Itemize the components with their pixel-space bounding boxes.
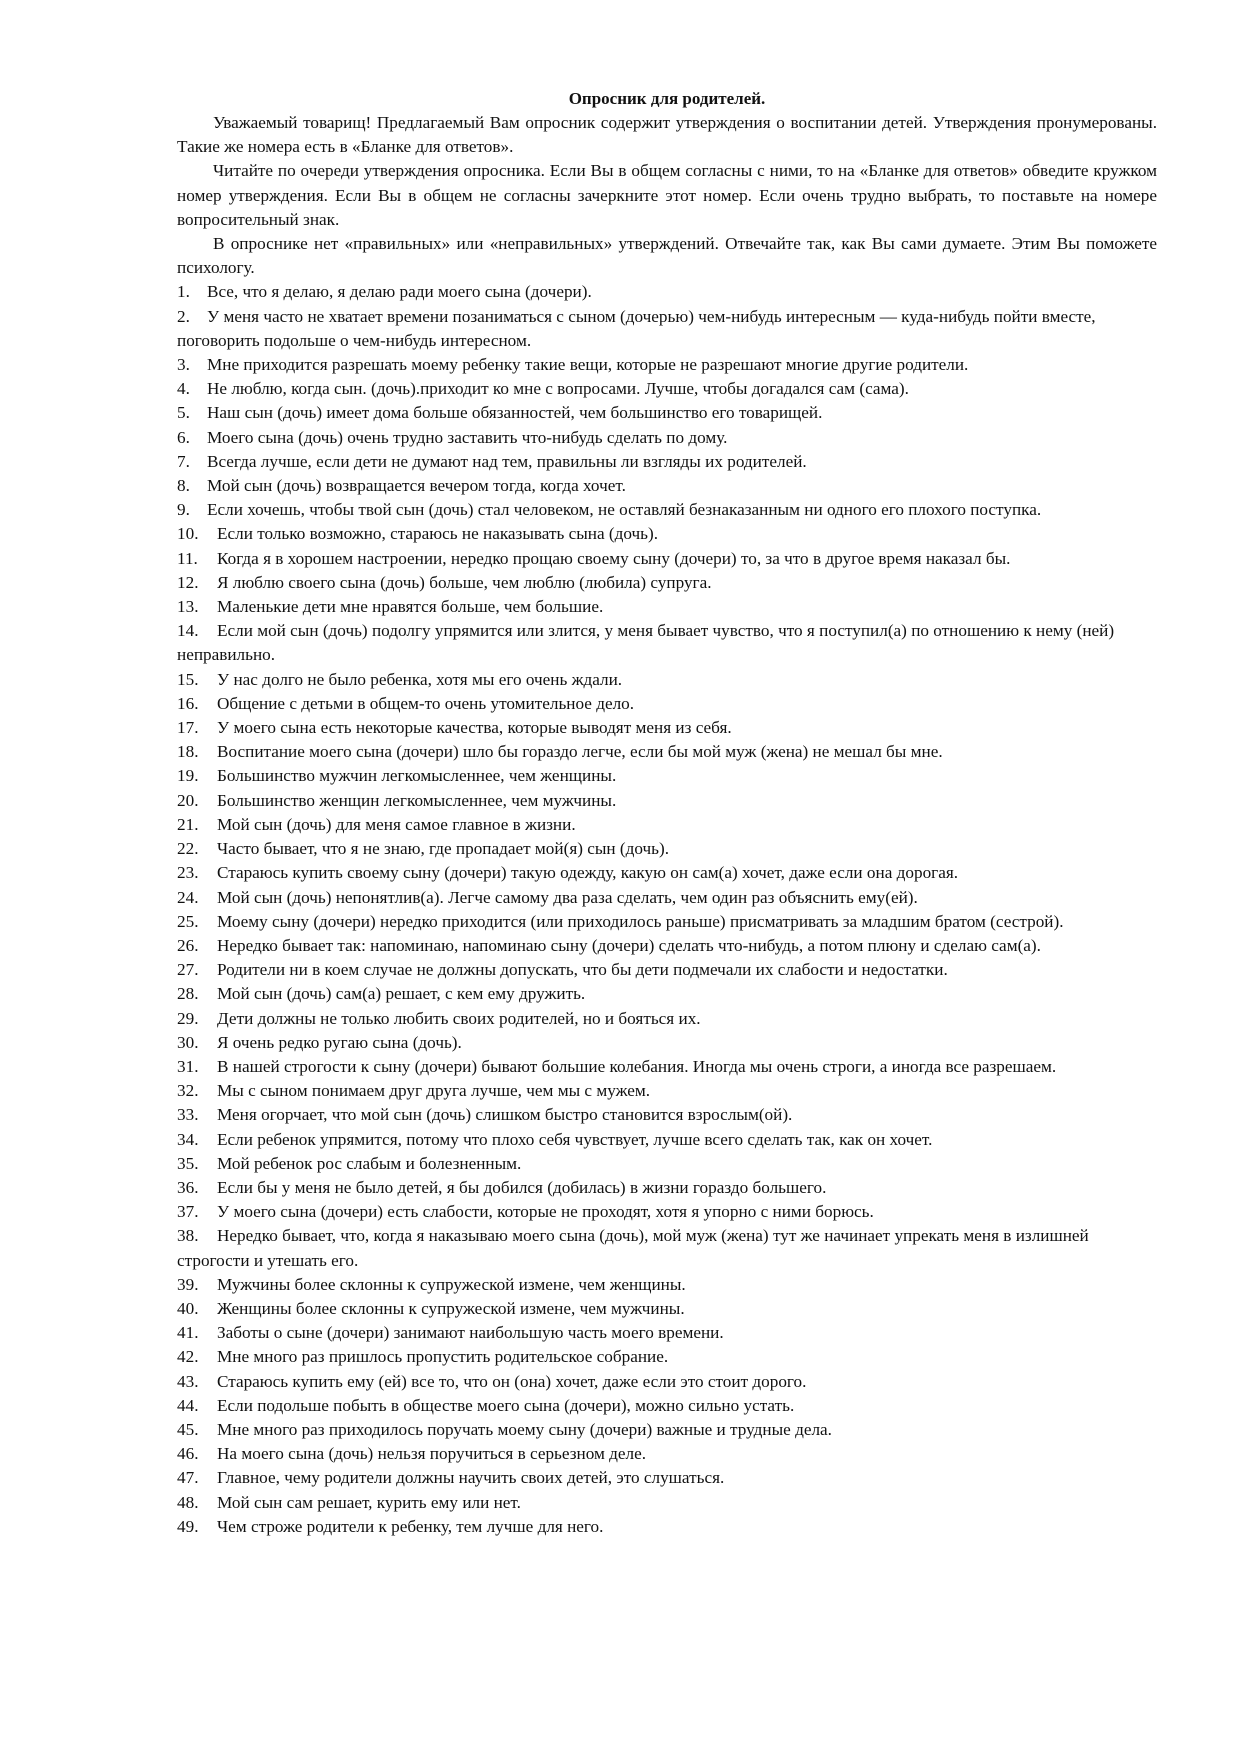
statement-item [177, 305, 1157, 353]
statement-text: Мне много раз пришлось пропустить родительское собрание. [217, 1347, 669, 1367]
statement-item [177, 716, 1157, 740]
statement-number: 36. [177, 1177, 199, 1197]
statement-item [177, 1055, 1157, 1079]
statement-text: Мужчины более склонны к супружеской измене, чем женщины. [217, 1274, 686, 1294]
statement-item [177, 982, 1157, 1006]
statement-text: Всегда лучше, если дети не думают над тем, правильны ли взгляды их родителей. [207, 451, 807, 471]
intro-paragraph: Читайте по очереди утверждения опросника. Если Вы в общем согласны с ними, то на «Бланке для ответов» обведите кружком номер утверждения. Если Вы в общем не согласны зачеркните этот номер. Если очень трудно выбрать, то поставьте на номере вопросительный знак. [177, 161, 1157, 229]
statement-number: 40. [177, 1298, 199, 1318]
statement-number: 16. [177, 693, 199, 713]
statement-item [177, 861, 1157, 885]
statement-item [177, 789, 1157, 813]
statement-item [177, 1007, 1157, 1031]
statement-number: 49. [177, 1516, 199, 1536]
statement-item [177, 426, 1157, 450]
statement-text: Заботы о сыне (дочери) занимают наибольшую часть моего времени. [217, 1323, 724, 1343]
statement-number: 14. [177, 621, 199, 641]
statement-item [177, 934, 1157, 958]
statement-number: 27. [177, 960, 199, 980]
statement-number: 7. [177, 451, 190, 471]
statement-text: Я очень редко ругаю сына (дочь). [217, 1032, 462, 1052]
statement-item [177, 1224, 1157, 1272]
statement-number: 30. [177, 1032, 199, 1052]
statement-number: 38. [177, 1226, 199, 1246]
statement-item [177, 1200, 1157, 1224]
statement-item [177, 280, 1157, 304]
statement-text: Мой сын сам решает, курить ему или нет. [217, 1492, 521, 1512]
statement-number: 4. [177, 379, 190, 399]
statement-text: Маленькие дети мне нравятся больше, чем большие. [217, 597, 604, 617]
intro-paragraph: Уважаемый товарищ! Предлагаемый Вам опросник содержит утверждения о воспитании детей. Утверждения пронумерованы. Такие же номера есть в «Бланке для ответов». [177, 113, 1157, 157]
statement-number: 33. [177, 1105, 199, 1125]
statement-item [177, 1345, 1157, 1369]
statement-item [177, 1297, 1157, 1321]
statement-text: Если мой сын (дочь) подолгу упрямится или злится, у меня бывает чувство, что я поступил(а) по отношению к нему (ней) неправильно. [177, 621, 1115, 665]
statement-text: В нашей строгости к сыну (дочери) бывают большие колебания. Иногда мы очень строги, а иногда все разрешаем. [217, 1056, 1057, 1076]
statement-number: 25. [177, 911, 199, 931]
statement-number: 15. [177, 669, 199, 689]
statement-number: 10. [177, 524, 199, 544]
statement-number: 17. [177, 718, 199, 738]
statement-number: 42. [177, 1347, 199, 1367]
statement-number: 44. [177, 1395, 199, 1415]
statement-number: 1. [177, 282, 190, 302]
statement-text: Наш сын (дочь) имеет дома больше обязанностей, чем большинство его товарищей. [207, 403, 823, 423]
statement-item [177, 740, 1157, 764]
statement-number: 6. [177, 427, 190, 447]
statement-text: Моему сыну (дочери) нередко приходится (или приходилось раньше) присматривать за младшим братом (сестрой). [217, 911, 1064, 931]
statement-number: 2. [177, 306, 190, 326]
intro-paragraph: В опроснике нет «правильных» или «неправильных» утверждений. Отвечайте так, как Вы сами думаете. Этим Вы поможете психологу. [177, 234, 1157, 278]
statement-item [177, 1079, 1157, 1103]
statement-text: Стараюсь купить ему (ей) все то, что он (она) хочет, даже если это стоит дорого. [217, 1371, 807, 1391]
statement-text: Мой ребенок рос слабым и болезненным. [217, 1153, 522, 1173]
statement-item [177, 910, 1157, 934]
statement-item [177, 522, 1157, 546]
statement-text: У нас долго не было ребенка, хотя мы его очень ждали. [217, 669, 623, 689]
statement-number: 31. [177, 1056, 199, 1076]
statement-text: Нередко бывает так: напоминаю, напоминаю сыну (дочери) сделать что-нибудь, а потом плюну и сделаю сам(а). [217, 935, 1041, 955]
statement-text: Мой сын (дочь) для меня самое главное в жизни. [217, 814, 576, 834]
statement-number: 18. [177, 742, 199, 762]
statement-text: Меня огорчает, что мой сын (дочь) слишком быстро становится взрослым(ой). [217, 1105, 793, 1125]
document-page [177, 88, 1157, 1539]
statement-item [177, 474, 1157, 498]
statement-text: Большинство женщин легкомысленнее, чем мужчины. [217, 790, 617, 810]
statement-item [177, 1442, 1157, 1466]
statement-number: 47. [177, 1468, 199, 1488]
statement-item [177, 1515, 1157, 1539]
statement-number: 8. [177, 476, 190, 496]
statement-number: 34. [177, 1129, 199, 1149]
statement-item [177, 886, 1157, 910]
statement-number: 37. [177, 1202, 199, 1222]
statement-number: 3. [177, 355, 190, 375]
statement-item [177, 1321, 1157, 1345]
statement-text: У моего сына (дочери) есть слабости, которые не проходят, хотя я упорно с ними борюсь. [217, 1202, 874, 1222]
statement-item [177, 353, 1157, 377]
statement-number: 41. [177, 1323, 199, 1343]
statement-text: Все, что я делаю, я делаю ради моего сына (дочери). [207, 282, 592, 302]
statement-text: Не люблю, когда сын. (дочь).приходит ко мне с вопросами. Лучше, чтобы догадался сам (сама). [207, 379, 909, 399]
statement-number: 24. [177, 887, 199, 907]
statement-item [177, 1176, 1157, 1200]
statement-text: У меня часто не хватает времени позаниматься с сыном (дочерью) чем-нибудь интересным — куда-нибудь пойти вместе, поговорить подольше о чем-нибудь интересном. [177, 306, 1096, 350]
statement-item [177, 958, 1157, 982]
statement-item [177, 1031, 1157, 1055]
statement-text: Если бы у меня не было детей, я бы добился (добилась) в жизни гораздо большего. [217, 1177, 827, 1197]
statement-item [177, 1370, 1157, 1394]
statement-item [177, 1152, 1157, 1176]
statement-number: 13. [177, 597, 199, 617]
statement-item [177, 1394, 1157, 1418]
statement-number: 48. [177, 1492, 199, 1512]
statement-text: Моего сына (дочь) очень трудно заставить что-нибудь сделать по дому. [207, 427, 728, 447]
statement-item [177, 813, 1157, 837]
statement-text: Часто бывает, что я не знаю, где пропадает мой(я) сын (дочь). [217, 839, 670, 859]
statement-number: 35. [177, 1153, 199, 1173]
statement-text: Чем строже родители к ребенку, тем лучше для него. [217, 1516, 604, 1536]
statement-number: 45. [177, 1419, 199, 1439]
statement-text: У моего сына есть некоторые качества, которые выводят меня из себя. [217, 718, 732, 738]
statement-text: Если только возможно, стараюсь не наказывать сына (дочь). [217, 524, 659, 544]
statement-text: Мне приходится разрешать моему ребенку такие вещи, которые не разрешают многие другие родители. [207, 355, 969, 375]
statement-text: Если подольше побыть в обществе моего сына (дочери), можно сильно устать. [217, 1395, 795, 1415]
statement-number: 20. [177, 790, 199, 810]
statement-number: 21. [177, 814, 199, 834]
statement-item [177, 1466, 1157, 1490]
statement-text: Женщины более склонны к супружеской измене, чем мужчины. [217, 1298, 685, 1318]
statement-item [177, 1128, 1157, 1152]
statement-text: Главное, чему родители должны научить своих детей, это слушаться. [217, 1468, 725, 1488]
statement-number: 32. [177, 1081, 199, 1101]
statement-number: 5. [177, 403, 190, 423]
statement-number: 11. [177, 548, 198, 568]
statement-text: Родители ни в коем случае не должны допускать, что бы дети подмечали их слабости и недостатки. [217, 960, 948, 980]
statement-item [177, 1418, 1157, 1442]
statement-text: Нередко бывает, что, когда я наказываю моего сына (дочь), мой муж (жена) тут же начинает упрекать меня в излишней строгости и утешать его. [177, 1226, 1089, 1270]
statement-text: Стараюсь купить своему сыну (дочери) такую одежду, какую он сам(а) хочет, даже если она дорогая. [217, 863, 959, 883]
statement-item [177, 377, 1157, 401]
statement-item [177, 547, 1157, 571]
statement-item [177, 401, 1157, 425]
statement-text: На моего сына (дочь) нельзя поручиться в серьезном деле. [217, 1444, 647, 1464]
statement-text: Дети должны не только любить своих родителей, но и бояться их. [217, 1008, 701, 1028]
statement-number: 19. [177, 766, 199, 786]
statement-text: Мой сын (дочь) непонятлив(а). Легче самому два раза сделать, чем один раз объяснить ему(ей). [217, 887, 918, 907]
statement-item [177, 595, 1157, 619]
statement-number: 46. [177, 1444, 199, 1464]
statement-number: 29. [177, 1008, 199, 1028]
statement-number: 39. [177, 1274, 199, 1294]
statement-number: 28. [177, 984, 199, 1004]
statement-text: Если ребенок упрямится, потому что плохо себя чувствует, лучше всего сделать так, как он хочет. [217, 1129, 933, 1149]
statement-item [177, 692, 1157, 716]
statement-text: Воспитание моего сына (дочери) шло бы гораздо легче, если бы мой муж (жена) не мешал бы мне. [217, 742, 943, 762]
statement-text: Большинство мужчин легкомысленнее, чем женщины. [217, 766, 617, 786]
statement-text: Мы с сыном понимаем друг друга лучше, чем мы с мужем. [217, 1081, 651, 1101]
statement-item [177, 619, 1157, 667]
statement-list [177, 280, 1157, 1539]
statement-number: 9. [177, 500, 190, 520]
statement-item [177, 668, 1157, 692]
statement-text: Я люблю своего сына (дочь) больше, чем люблю (любила) супруга. [217, 572, 712, 592]
statement-text: Мой сын (дочь) возвращается вечером тогда, когда хочет. [207, 476, 626, 496]
statement-number: 23. [177, 863, 199, 883]
statement-item [177, 837, 1157, 861]
statement-text: Когда я в хорошем настроении, нередко прощаю своему сыну (дочери) то, за что в другое время наказал бы. [217, 548, 1011, 568]
statement-item [177, 764, 1157, 788]
statement-text: Мой сын (дочь) сам(а) решает, с кем ему дружить. [217, 984, 586, 1004]
statement-item [177, 498, 1157, 522]
statement-item [177, 571, 1157, 595]
statement-item [177, 1103, 1157, 1127]
statement-number: 12. [177, 572, 199, 592]
statement-number: 22. [177, 839, 199, 859]
statement-item [177, 450, 1157, 474]
statement-item [177, 1273, 1157, 1297]
statement-item [177, 1491, 1157, 1515]
statement-text: Мне много раз приходилось поручать моему сыну (дочери) важные и трудные дела. [217, 1419, 832, 1439]
statement-number: 26. [177, 935, 199, 955]
statement-text: Если хочешь, чтобы твой сын (дочь) стал человеком, не оставляй безнаказанным ни одного его плохого поступка. [207, 500, 1042, 520]
statement-text: Общение с детьми в общем-то очень утомительное дело. [217, 693, 635, 713]
statement-number: 43. [177, 1371, 199, 1391]
document-title: Опросник для родителей. [568, 89, 766, 108]
